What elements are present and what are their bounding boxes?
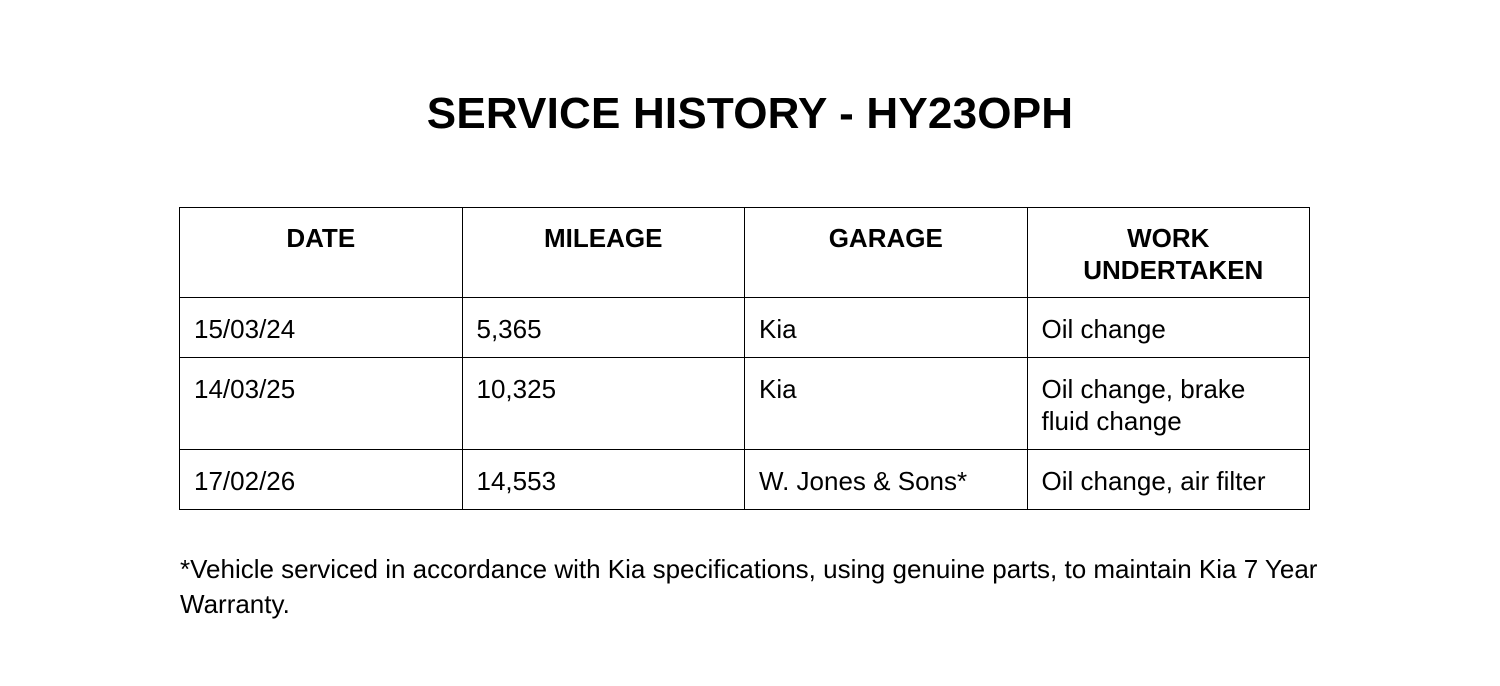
page-title: SERVICE HISTORY - HY23OPH — [426, 89, 1074, 138]
footnote: *Vehicle serviced in accordance with Kia specifications, using genuine parts, to maintain Kia 7 Year Warranty. — [180, 554, 1318, 619]
cell-garage: Kia — [745, 358, 1028, 450]
cell-date: 17/02/26 — [180, 450, 463, 510]
cell-date: 14/03/25 — [180, 358, 463, 450]
column-header-garage: GARAGE — [745, 208, 1028, 298]
cell-mileage: 10,325 — [462, 358, 745, 450]
table-row — [180, 358, 1310, 450]
table-header-row — [180, 208, 1310, 298]
column-header-date: DATE — [180, 208, 463, 298]
table-row — [180, 450, 1310, 510]
cell-mileage: 14,553 — [462, 450, 745, 510]
cell-garage: Kia — [745, 298, 1028, 358]
cell-work: Oil change — [1027, 298, 1310, 358]
service-history-table — [179, 207, 1310, 510]
cell-garage: W. Jones & Sons* — [745, 450, 1028, 510]
column-header-work-undertaken: WORK UNDERTAKEN — [1027, 208, 1310, 298]
cell-mileage: 5,365 — [462, 298, 745, 358]
cell-date: 15/03/24 — [180, 298, 463, 358]
column-header-mileage: MILEAGE — [462, 208, 745, 298]
table-row — [180, 298, 1310, 358]
cell-work: Oil change, brake fluid change — [1027, 358, 1310, 450]
cell-work: Oil change, air filter — [1027, 450, 1310, 510]
